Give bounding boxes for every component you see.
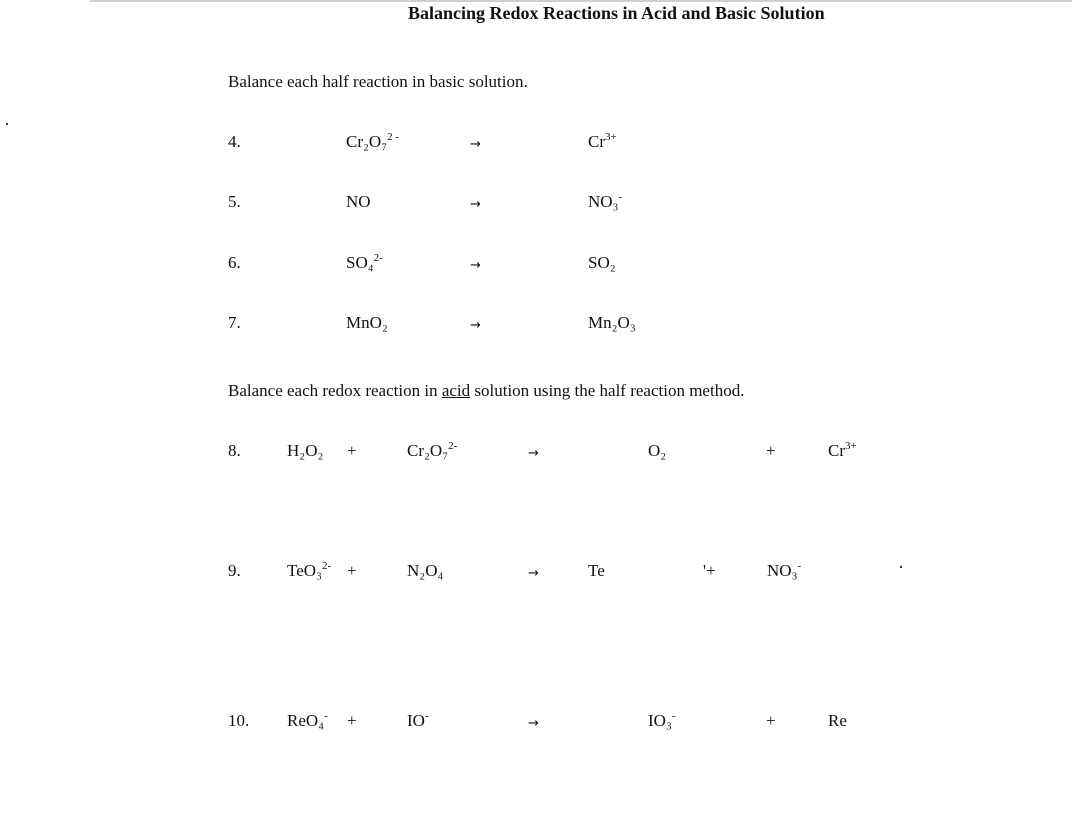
reaction-arrow: → <box>470 197 481 212</box>
plus-sign: '+ <box>703 561 716 580</box>
problem-number: 10. <box>228 711 250 730</box>
plus-sign: + <box>766 441 776 460</box>
page-top-border <box>90 0 1072 2</box>
product-1: O₂ <box>648 441 667 460</box>
product: $Cr^{3+}$ <box>588 131 617 151</box>
reactant-1: ReO₄- <box>287 710 328 730</box>
reaction-arrow: → <box>528 566 539 581</box>
reactant-1: H₂O₂ <box>287 441 324 460</box>
stray-mark <box>6 123 8 125</box>
reaction-arrow: → <box>470 137 481 152</box>
plus-sign: + <box>347 561 357 580</box>
reactant-2: N₂O₄ <box>407 561 444 580</box>
reaction-arrow: → <box>528 446 539 461</box>
page-title: Balancing Redox Reactions in Acid and Basic Solution <box>408 3 825 23</box>
reactant-2: IO- <box>407 710 429 730</box>
reactant: SO₄$^{2-}$ <box>346 252 383 272</box>
stray-mark <box>900 566 902 568</box>
section1-instruction: Balance each half reaction in basic solution. <box>228 72 528 91</box>
reaction-arrow: → <box>528 716 539 731</box>
reactant: Cr₂O₇$^{2 -}$ <box>346 131 400 151</box>
product: SO₂ <box>588 253 616 272</box>
problem-number: 6. <box>228 253 241 272</box>
underlined-word: acid <box>441 381 471 400</box>
problem-number: 7. <box>228 313 241 332</box>
reactant-2: Cr₂O₇$^{2-}$ <box>407 440 458 460</box>
plus-sign: + <box>766 711 776 730</box>
reactant: MnO₂ <box>346 313 388 332</box>
section2-instruction: Balance each redox reaction in acid solution using the half reaction method. <box>228 381 745 400</box>
product-2: $Cr^{3+}$ <box>828 440 857 460</box>
product: NO₃- <box>588 191 623 211</box>
product-2: Re <box>828 711 847 730</box>
product-1: IO₃- <box>648 710 676 730</box>
plus-sign: + <box>347 711 357 730</box>
reaction-arrow: → <box>470 258 481 273</box>
product: Mn₂O₃ <box>588 313 636 332</box>
reaction-arrow: → <box>470 318 481 333</box>
reactant: NO <box>346 192 371 211</box>
problem-number: 5. <box>228 192 241 211</box>
problem-number: 4. <box>228 132 241 151</box>
plus-sign: + <box>347 441 357 460</box>
problem-number: 8. <box>228 441 241 460</box>
reactant-1: TeO₃$^{2-}$ <box>287 560 332 580</box>
product-1: Te <box>588 561 605 580</box>
product-2: NO₃- <box>767 560 802 580</box>
problem-number: 9. <box>228 561 241 580</box>
